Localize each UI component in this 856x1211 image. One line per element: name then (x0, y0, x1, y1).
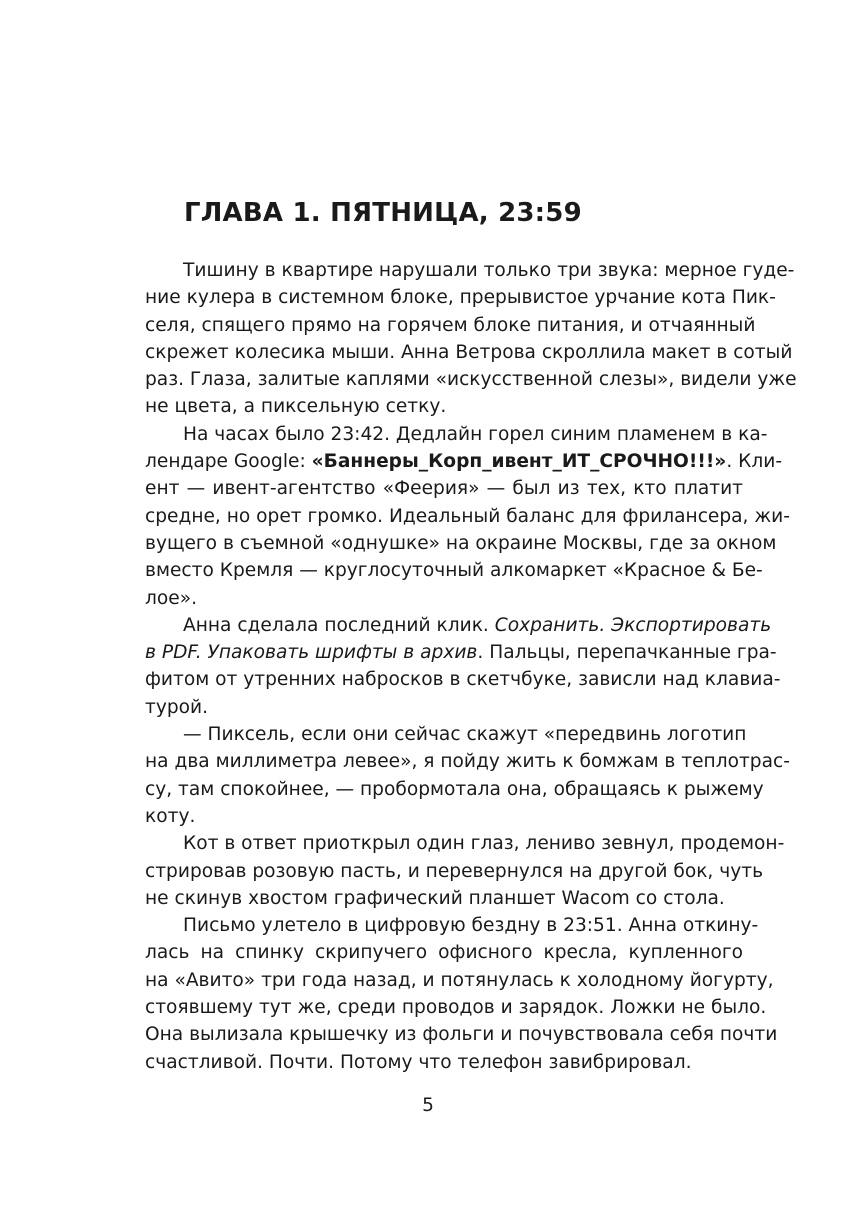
text-line: средне, но орет громко. Идеальный баланс для фрилансера, жи- (145, 505, 790, 527)
text-line: ент — ивент-агентство «Феерия» — был из тех, кто платит (145, 478, 743, 500)
italic-text: в PDF. Упаковать шрифты в архив (145, 642, 478, 664)
text-line: счастливой. Почти. Потому что телефон завибрировал. (145, 1051, 692, 1073)
page-number: 5 (422, 1095, 434, 1116)
text-span: . Пальцы, перепачканные гра- (477, 642, 777, 664)
italic-text: Сохранить. Экспортировать (494, 614, 772, 636)
text-line: не скинув хвостом графический планшет Wacom со стола. (145, 887, 725, 909)
text-line: Тишину в квартире нарушали только три звука: мерное гуде- (183, 260, 795, 281)
text-span: Анна сделала последний клик. (183, 614, 495, 636)
text-line: на два миллиметра левее», я пойду жить к бомжам в теплотрас- (145, 751, 790, 773)
text-line: селя, спящего прямо на горячем блоке питания, и отчаянный (145, 314, 756, 336)
text-line: стрировав розовую пасть, и перевернулся на другой бок, чуть (145, 860, 764, 882)
text-line: На часах было 23:42. Дедлайн горел синим пламенем в ка- (183, 423, 768, 445)
text-line: фитом от утренних набросков в скетчбуке, зависли над клавиа- (145, 669, 781, 691)
text-line: Письмо улетело в цифровую бездну в 23:51. Анна откину- (183, 915, 759, 937)
text-line: раз. Глаза, залитые каплями «искусственной слезы», видели уже (145, 369, 797, 391)
text-line: вместо Кремля — круглосуточный алкомаркет «Красное & Бе- (145, 560, 763, 582)
text-line (145, 639, 777, 666)
text-line: Она вылизала крышечку из фольги и почувствовала себя почти (145, 1024, 778, 1046)
text-line: не цвета, а пиксельную сетку. (145, 396, 447, 418)
text-span: лендаре Google: (145, 451, 312, 473)
text-line: на «Авито» три года назад, и потянулась к холодному йогурту, (145, 969, 774, 991)
text-line: турой. (145, 696, 209, 718)
bold-text: «Баннеры_Корп_ивент_ИТ_СРОЧНО!!!» (311, 451, 727, 473)
text-line: су, там спокойнее, — пробормотала она, обращаясь к рыжему (145, 778, 764, 800)
text-line: лась на спинку скрипучего офисного кресла, купленного (145, 942, 743, 964)
text-line: — Пиксель, если они сейчас скажут «передвинь логотип (183, 724, 747, 746)
chapter-title: ГЛАВА 1. ПЯТНИЦА, 23:59 (184, 198, 582, 228)
text-line (145, 612, 772, 639)
text-line (145, 448, 783, 475)
text-line: лое». (145, 587, 197, 609)
text-span: . Кли- (726, 451, 783, 473)
text-line: ние кулера в системном блоке, прерывистое урчание кота Пик- (145, 287, 776, 309)
chapter-body-text (145, 257, 797, 1076)
text-line: стоявшему тут же, среди проводов и зарядок. Ложки не было. (145, 997, 767, 1019)
text-line: вущего в съемной «однушке» на окраине Москвы, где за окном (145, 532, 777, 554)
text-line: Кот в ответ приоткрыл один глаз, лениво зевнул, продемон- (183, 833, 785, 855)
text-line: коту. (145, 805, 196, 827)
text-line: скрежет колесика мыши. Анна Ветрова скроллила макет в сотый (145, 341, 793, 363)
